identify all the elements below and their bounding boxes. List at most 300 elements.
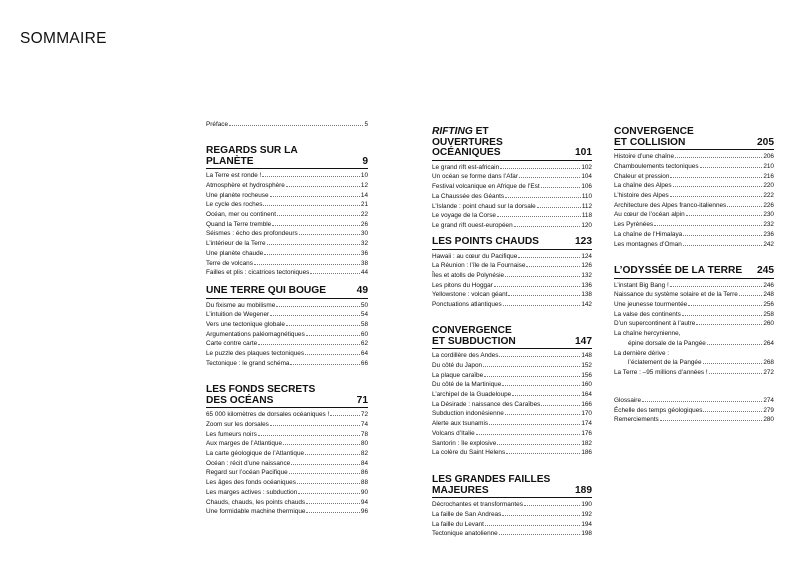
entry-page-number: 22	[360, 211, 368, 218]
toc-entry[interactable]	[206, 410, 368, 420]
entry-page-number: 58	[360, 321, 368, 328]
entry-page-number: 21	[360, 201, 368, 209]
section-page-number: 245	[757, 265, 774, 276]
entry-title: Du côté de la Martinique	[432, 381, 502, 389]
dot-leader	[505, 414, 581, 415]
entry-title: Le grand rift est-africain	[432, 163, 500, 171]
toc-entry[interactable]	[206, 449, 368, 459]
dot-leader	[682, 315, 763, 316]
section-page-number: 71	[356, 394, 368, 406]
entry-page-number: 226	[763, 201, 774, 209]
toc-entry[interactable]	[206, 249, 368, 259]
entry-page-number: 230	[763, 211, 774, 219]
toc-entry[interactable]	[432, 252, 592, 262]
section-heading	[432, 326, 592, 349]
dot-leader	[483, 366, 580, 367]
entry-title: Naissance du système solaire et de la Terre	[614, 291, 738, 299]
entry-title: Glossaire	[614, 397, 641, 404]
entry-title: La Terre : –95 millions d’années !	[614, 368, 708, 376]
section-title-line: MAJEURES	[432, 484, 489, 496]
dot-leader	[500, 168, 580, 169]
dot-leader	[306, 503, 360, 504]
dot-leader	[485, 525, 580, 526]
section-heading	[432, 237, 592, 250]
entry-page-number: 94	[360, 498, 368, 506]
dot-leader	[502, 515, 580, 516]
entry-title: Quand la Terre tremble	[206, 220, 272, 228]
entry-title: L’Islande : point chaud sur la dorsale	[432, 202, 536, 210]
toc-entry[interactable]	[206, 439, 368, 449]
entry-title: La chaîne des Alpes	[614, 182, 672, 190]
toc-section	[206, 385, 368, 517]
entry-page-number: 142	[581, 301, 592, 309]
toc-entry[interactable]	[206, 330, 368, 340]
entry-page-number: 248	[763, 291, 774, 299]
entry-title: La faille du Levant	[432, 520, 484, 528]
toc-entry[interactable]	[432, 221, 592, 231]
entry-title: Les Pyrénées	[614, 221, 654, 229]
toc-entry[interactable]	[614, 281, 774, 291]
entry-page-number: 132	[581, 272, 592, 279]
toc-entry[interactable]	[432, 182, 592, 192]
entry-page-number: 260	[763, 320, 774, 328]
toc-entry[interactable]	[206, 420, 368, 430]
entry-page-number: 216	[763, 172, 774, 180]
toc-entry[interactable]	[614, 290, 774, 300]
entry-title: 65 000 kilomètres de dorsales océaniques !	[206, 411, 330, 419]
entry-page-number: 44	[360, 269, 368, 277]
toc-entry[interactable]	[432, 439, 592, 449]
toc-entry[interactable]	[432, 529, 592, 539]
dot-leader	[270, 425, 360, 426]
entry-page-number: 166	[581, 400, 592, 408]
dot-leader	[670, 286, 763, 287]
section-page-number: 147	[575, 335, 592, 347]
entry-title: Architecture des Alpes franco-italiennes	[614, 201, 727, 209]
toc-entry[interactable]	[614, 300, 774, 310]
entry-page-number: 186	[581, 449, 592, 457]
dot-leader	[537, 207, 581, 208]
entry-title: Le cycle des roches	[206, 201, 263, 209]
entry-title: La colère du Saint Helens	[432, 449, 506, 457]
entry-page-number: 32	[360, 240, 368, 248]
dot-leader	[541, 187, 581, 188]
dot-leader	[272, 225, 360, 226]
dot-leader	[670, 177, 762, 178]
toc-entry[interactable]	[206, 488, 368, 498]
entry-title: Festival volcanique en Afrique de l’Est	[432, 183, 540, 191]
toc-entry[interactable]	[614, 220, 774, 230]
toc-section	[206, 146, 368, 278]
dot-leader	[297, 483, 360, 484]
toc-entry[interactable]	[206, 359, 368, 369]
entry-title: La faille de San Andreas	[432, 510, 502, 518]
entry-title: La cordillère des Andes	[432, 352, 499, 360]
entry-title: Un océan se forme dans l’Afar	[432, 173, 518, 181]
entry-page-number: 74	[360, 420, 368, 428]
dot-leader	[290, 364, 359, 365]
toc-entry[interactable]	[206, 120, 368, 130]
entry-page-number: 64	[360, 350, 368, 358]
entry-title: Tectonique : le grand schéma	[206, 359, 290, 367]
entry-title: La Réunion : l’île de la Fournaise	[432, 262, 526, 270]
entry-page-number: 96	[360, 508, 368, 516]
toc-entry[interactable]	[614, 181, 774, 191]
toc-entry[interactable]	[614, 162, 774, 172]
entry-title: Yellowstone : volcan géant	[432, 291, 508, 299]
dot-leader	[707, 344, 763, 345]
entry-page-number: 90	[360, 488, 368, 496]
toc-entry[interactable]	[432, 429, 592, 439]
entry-page-number: 86	[360, 469, 368, 477]
entry-page-number: 170	[581, 410, 592, 418]
entry-page-number: 72	[360, 411, 368, 419]
toc-section	[432, 237, 592, 310]
toc-entry[interactable]	[614, 396, 774, 406]
entry-title: Terre de volcans	[206, 259, 253, 267]
toc-entry[interactable]	[432, 419, 592, 429]
toc-entry[interactable]	[432, 400, 592, 410]
toc-entry[interactable]	[614, 172, 774, 182]
entry-page-number: 30	[360, 230, 368, 238]
entry-page-number: 242	[763, 240, 774, 248]
toc-entry[interactable]	[432, 371, 592, 381]
entry-page-number: 66	[360, 359, 368, 367]
toc-entry[interactable]	[614, 240, 774, 250]
section-title-line: OCÉANIQUES	[432, 147, 501, 159]
entry-page-number: 182	[581, 439, 592, 447]
dot-leader	[476, 434, 581, 435]
toc-entry[interactable]	[614, 191, 774, 201]
entry-page-number: 84	[360, 459, 368, 467]
toc-entry[interactable]	[206, 459, 368, 469]
toc-entry[interactable]	[206, 301, 368, 311]
toc-entry[interactable]	[206, 229, 368, 239]
dot-leader	[526, 266, 580, 267]
section-title-line: LES FONDS SECRETS	[206, 384, 316, 395]
entry-page-number: 174	[581, 420, 592, 428]
entry-title: L’histoire des Alpes	[614, 192, 669, 199]
entry-page-number: 256	[763, 301, 774, 308]
toc-section	[614, 127, 774, 249]
entry-page-number: 152	[581, 361, 592, 369]
dot-leader	[289, 473, 360, 474]
entry-page-number: 198	[581, 530, 592, 538]
dot-leader	[506, 453, 580, 454]
entry-page-number: 88	[360, 479, 368, 487]
dot-leader	[709, 373, 763, 374]
entry-title: Alerte aux tsunamis	[432, 420, 489, 428]
entry-page-number: 80	[360, 440, 368, 448]
toc-section	[614, 266, 774, 378]
toc-entry[interactable]	[614, 210, 774, 220]
entry-title: Santorin : île explosive	[432, 439, 497, 447]
toc-entry[interactable]	[432, 500, 592, 510]
section-page-number: 49	[356, 285, 368, 296]
toc-entry[interactable]	[432, 300, 592, 310]
toc-entry[interactable]	[206, 430, 368, 440]
toc-section	[432, 326, 592, 458]
entry-page-number: 112	[581, 202, 592, 210]
entry-page-number: 156	[581, 371, 592, 379]
toc-entry[interactable]	[614, 415, 774, 425]
entry-page-number: 264	[763, 339, 774, 347]
toc-entry[interactable]	[206, 320, 368, 330]
entry-page-number: 54	[360, 311, 368, 319]
entry-title: Océan : récit d’une naissance	[206, 459, 291, 467]
toc-entry[interactable]	[432, 380, 592, 390]
entry-title: Du côté du Japon	[432, 361, 483, 369]
dot-leader	[267, 244, 360, 245]
toc-entry[interactable]	[206, 339, 368, 349]
section-heading	[206, 146, 368, 169]
toc-entry[interactable]	[206, 498, 368, 508]
toc-entry[interactable]	[206, 349, 368, 359]
entry-title: Atmosphère et hydrosphère	[206, 181, 285, 189]
entry-title: Une jeunesse tourmentée	[614, 301, 688, 308]
toc-section	[432, 475, 592, 539]
section-page-number: 189	[575, 484, 592, 496]
dot-leader	[512, 395, 580, 396]
entry-title: Préface	[206, 121, 229, 128]
entry-title: Les montagnes d’Oman	[614, 240, 682, 248]
dot-leader	[519, 177, 580, 178]
entry-title: Une planète rocheuse	[206, 191, 269, 199]
dot-leader	[505, 276, 580, 277]
toc-entry[interactable]	[432, 448, 592, 458]
dot-leader	[270, 196, 360, 197]
entry-title: Du fixisme au mobilisme	[206, 301, 276, 309]
entry-title: Zoom sur les dorsales	[206, 420, 269, 428]
toc-entry[interactable]	[206, 181, 368, 191]
entry-page-number: 104	[581, 173, 592, 181]
dot-leader	[700, 167, 763, 168]
dot-leader	[298, 493, 360, 494]
entry-title: La chaîne hercynienne,	[614, 330, 681, 338]
dot-leader	[673, 186, 763, 187]
section-title-line: ET COLLISION	[614, 136, 686, 148]
toc-entry[interactable]	[432, 172, 592, 182]
entry-title: La Chaussée des Géants	[432, 192, 505, 200]
entry-title: La valse des continents	[614, 310, 681, 318]
entry-page-number: 138	[581, 291, 592, 299]
toc-entry[interactable]	[206, 220, 368, 230]
entry-title: La dernière dérive :	[614, 349, 670, 357]
dot-leader	[310, 273, 360, 274]
entry-page-number: 110	[581, 192, 592, 200]
dot-leader	[286, 325, 360, 326]
entry-title: Ponctuations atlantiques	[432, 301, 502, 309]
entry-title: La Terre est ronde !	[206, 172, 262, 180]
toc-entry[interactable]	[432, 290, 592, 300]
toc-entry[interactable]	[206, 200, 368, 210]
entry-title: Les marges actives : subduction	[206, 488, 298, 496]
dot-leader	[263, 205, 359, 206]
dot-leader	[276, 306, 360, 307]
dot-leader	[502, 385, 580, 386]
section-title-line: LES GRANDES FAILLES	[432, 474, 551, 485]
toc-entry[interactable]	[206, 478, 368, 488]
dot-leader	[505, 197, 581, 198]
dot-leader	[497, 444, 580, 445]
section-heading	[614, 127, 774, 150]
entry-title: Subduction indonésienne	[432, 410, 504, 418]
entry-page-number: 210	[763, 162, 774, 170]
entry-title: Au cœur de l’océan alpin	[614, 211, 685, 219]
toc-section	[432, 127, 592, 231]
entry-title: Chaleur et pression	[614, 172, 670, 180]
entry-title: Océan, mer ou continent	[206, 211, 276, 218]
toc-entry[interactable]	[614, 319, 774, 329]
entry-page-number: 36	[360, 249, 368, 257]
toc-entry[interactable]	[614, 368, 774, 378]
dot-leader	[683, 245, 762, 246]
section-title-line: DES OCÉANS	[206, 394, 274, 406]
entry-title: Le grand rift ouest-européen	[432, 222, 513, 229]
entry-title: Les âges des fonds océaniques	[206, 479, 296, 487]
dot-leader	[262, 176, 360, 177]
entry-page-number: 274	[763, 397, 774, 404]
toc-entry[interactable]	[432, 390, 592, 400]
entry-page-number: 126	[581, 262, 592, 270]
entry-title: Le voyage de la Corse	[432, 212, 496, 220]
toc-entry[interactable]	[432, 520, 592, 530]
dot-leader	[305, 454, 360, 455]
entry-title: La chaîne de l’Himalaya	[614, 230, 683, 238]
section-title-line: LES POINTS CHAUDS	[432, 236, 539, 247]
entry-title: L’intérieur de la Terre	[206, 240, 266, 248]
toc-entry[interactable]	[206, 191, 368, 201]
dot-leader	[642, 401, 762, 402]
section-title-line: REGARDS SUR LA PLANÈTE	[206, 145, 298, 167]
toc-entry[interactable]	[614, 339, 774, 349]
toc-entry[interactable]	[614, 310, 774, 320]
dot-leader	[654, 225, 762, 226]
toc-entry[interactable]	[206, 259, 368, 269]
entry-title: épine dorsale de la Pangée	[628, 339, 706, 347]
entry-title: Histoire d’une chaîne	[614, 153, 675, 161]
section-title-line: UNE TERRE QUI BOUGE	[206, 285, 326, 296]
entry-title: L’intuition de Wegener	[206, 311, 270, 319]
dot-leader	[518, 257, 580, 258]
entry-page-number: 50	[360, 301, 368, 309]
section-title-line: L’ODYSSÉE DE LA TERRE	[614, 265, 743, 276]
dot-leader	[497, 216, 581, 217]
entry-page-number: 12	[360, 181, 368, 189]
entry-title: Une formidable machine thermique	[206, 508, 306, 516]
entry-title: Échelle des temps géologiques	[614, 406, 703, 414]
dot-leader	[508, 295, 580, 296]
entry-page-number: 268	[763, 359, 774, 367]
dot-leader	[514, 226, 581, 227]
toc-entry[interactable]	[432, 409, 592, 419]
page-title: SOMMAIRE	[20, 30, 107, 47]
toc-entry[interactable]	[432, 351, 592, 361]
section-title-line: ET SUBDUCTION	[432, 335, 516, 347]
toc-entry[interactable]	[614, 230, 774, 240]
toc-entry[interactable]	[614, 349, 774, 359]
dot-leader	[484, 376, 580, 377]
entry-page-number: 26	[360, 220, 368, 228]
entry-title: Séismes : écho des profondeurs	[206, 230, 298, 238]
toc-front-matter	[614, 396, 774, 425]
dot-leader	[254, 264, 360, 265]
dot-leader	[499, 534, 581, 535]
dot-leader	[291, 464, 360, 465]
toc-entry[interactable]	[206, 268, 368, 278]
toc-entry[interactable]	[432, 510, 592, 520]
dot-leader	[277, 215, 360, 216]
toc-entry[interactable]	[614, 201, 774, 211]
entry-title: Les fumeurs noirs	[206, 430, 257, 438]
dot-leader	[739, 295, 762, 296]
toc-entry[interactable]	[432, 211, 592, 221]
entry-page-number: 206	[763, 153, 774, 161]
dot-leader	[683, 235, 762, 236]
toc-entry[interactable]	[432, 281, 592, 291]
entry-page-number: 136	[581, 281, 592, 289]
toc-entry[interactable]	[614, 406, 774, 416]
dot-leader	[670, 196, 763, 197]
dot-leader	[503, 305, 581, 306]
entry-page-number: 5	[364, 121, 368, 128]
entry-page-number: 62	[360, 340, 368, 348]
entry-page-number: 118	[581, 212, 592, 220]
entry-title: Une planète chaude	[206, 249, 264, 257]
entry-page-number: 194	[581, 520, 592, 528]
entry-title: Vers une tectonique globale	[206, 321, 285, 328]
dot-leader	[660, 420, 763, 421]
toc-entry[interactable]	[206, 210, 368, 220]
entry-page-number: 192	[581, 510, 592, 518]
entry-title: Les pitons du Hoggar	[432, 281, 493, 289]
entry-page-number: 280	[763, 416, 774, 424]
entry-page-number: 272	[763, 368, 774, 376]
entry-page-number: 38	[360, 259, 368, 267]
toc-entry[interactable]	[206, 310, 368, 320]
section-heading	[206, 385, 368, 408]
dot-leader	[286, 186, 360, 187]
entry-title: L’instant Big Bang !	[614, 281, 669, 289]
toc-entry[interactable]	[432, 361, 592, 371]
entry-page-number: 160	[581, 381, 592, 389]
toc-entry[interactable]	[432, 271, 592, 281]
entry-page-number: 246	[763, 281, 774, 289]
dot-leader	[283, 444, 360, 445]
toc-entry[interactable]	[614, 329, 774, 339]
toc-section	[206, 286, 368, 369]
dot-leader	[494, 286, 581, 287]
entry-title: Remerciements	[614, 416, 659, 424]
toc-entry[interactable]	[432, 163, 592, 173]
entry-title: Décrochantes et transformantes	[432, 501, 523, 509]
toc-entry[interactable]	[206, 468, 368, 478]
section-title-line: CONVERGENCE	[432, 325, 512, 336]
section-heading	[206, 286, 368, 299]
entry-page-number: 148	[581, 352, 592, 360]
toc-entry[interactable]	[206, 239, 368, 249]
toc-entry[interactable]	[432, 192, 592, 202]
entry-page-number: 222	[763, 192, 774, 199]
toc-entry[interactable]	[206, 507, 368, 517]
toc-entry[interactable]	[614, 152, 774, 162]
toc-entry[interactable]	[614, 358, 774, 368]
entry-page-number: 176	[581, 429, 592, 437]
toc-entry[interactable]	[432, 261, 592, 271]
toc-entry[interactable]	[206, 171, 368, 181]
toc-entry[interactable]	[432, 202, 592, 212]
dot-leader	[264, 254, 360, 255]
